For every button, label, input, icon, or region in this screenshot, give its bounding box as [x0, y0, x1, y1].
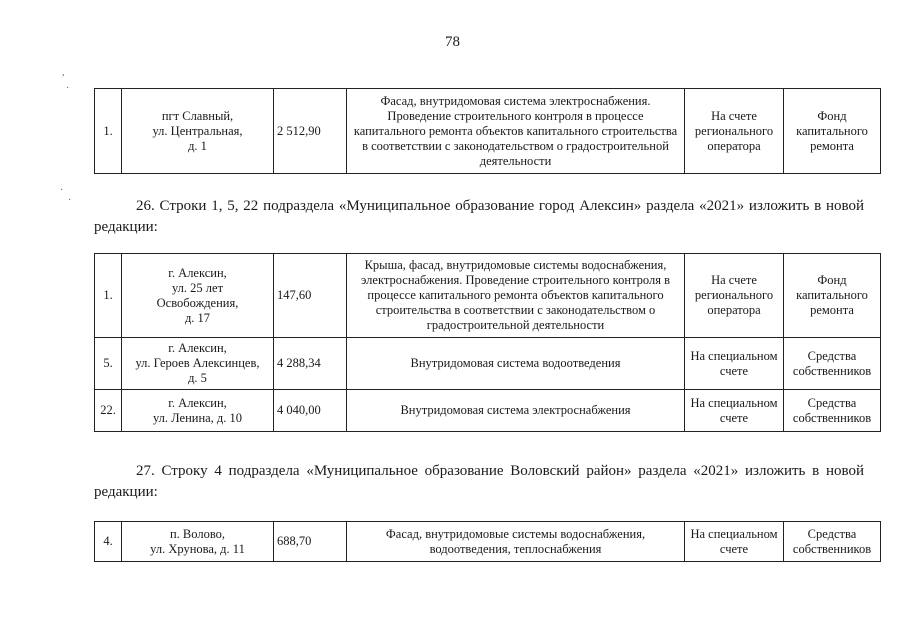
row-cost: 688,70 — [274, 522, 347, 562]
paragraph-26: 26. Строки 1, 5, 22 подраздела «Муниципальное образование город Алексин» раздела «2021» изложить в новой редакции: — [94, 198, 864, 235]
row-address: г. Алексин, ул. Героев Алексинцев, д. 5 — [122, 338, 274, 390]
row-number: 5. — [95, 338, 122, 390]
row-source: Фонд капитального ремонта — [784, 89, 881, 174]
row-work: Крыша, фасад, внутридомовые системы водоснабжения, электроснабжения. Проведение строительного контроля в процессе капитального ремонта объектов капитального строительства в соответствии с законодательством о градостроительной деятельности — [347, 254, 685, 338]
row-number: 1. — [95, 254, 122, 338]
row-cost: 2 512,90 — [274, 89, 347, 174]
row-account: На специальном счете — [685, 390, 784, 432]
table-row — [95, 338, 881, 390]
table-row — [95, 254, 881, 338]
row-number: 22. — [95, 390, 122, 432]
row-source: Средства собственников — [784, 522, 881, 562]
table-slavny — [94, 88, 881, 174]
scan-speck: · — [60, 185, 64, 196]
paragraph-27: 27. Строку 4 подраздела «Муниципальное образование Воловский район» раздела «2021» изложить в новой редакции: — [94, 463, 864, 500]
table-row — [95, 89, 881, 174]
row-source: Средства собственников — [784, 390, 881, 432]
row-source: Фонд капитального ремонта — [784, 254, 881, 338]
table-volovo — [94, 521, 881, 562]
row-account: На счете регионального оператора — [685, 254, 784, 338]
row-source: Средства собственников — [784, 338, 881, 390]
row-cost: 4 040,00 — [274, 390, 347, 432]
row-work: Фасад, внутридомовые системы водоснабжения, водоотведения, теплоснабжения — [347, 522, 685, 562]
scan-speck: · — [68, 195, 72, 206]
table-row — [95, 390, 881, 432]
page-number: 78 — [445, 34, 460, 50]
row-account: На счете регионального оператора — [685, 89, 784, 174]
row-work: Внутридомовая система водоотведения — [347, 338, 685, 390]
table-aleksin — [94, 253, 881, 432]
row-cost: 147,60 — [274, 254, 347, 338]
row-number: 1. — [95, 89, 122, 174]
scan-speck: , — [62, 67, 65, 78]
row-account: На специальном счете — [685, 522, 784, 562]
row-number: 4. — [95, 522, 122, 562]
row-work: Внутридомовая система электроснабжения — [347, 390, 685, 432]
row-address: г. Алексин, ул. 25 лет Освобождения, д. 17 — [122, 254, 274, 338]
table-row — [95, 522, 881, 562]
row-work: Фасад, внутридомовая система электроснабжения. Проведение строительного контроля в процессе капитального ремонта объектов капитального строительства в соответствии с законодательством о градостроительной деятельности — [347, 89, 685, 174]
scan-speck: · — [66, 83, 70, 94]
row-address: пгт Славный, ул. Центральная, д. 1 — [122, 89, 274, 174]
row-address: г. Алексин, ул. Ленина, д. 10 — [122, 390, 274, 432]
row-address: п. Волово, ул. Хрунова, д. 11 — [122, 522, 274, 562]
row-account: На специальном счете — [685, 338, 784, 390]
row-cost: 4 288,34 — [274, 338, 347, 390]
